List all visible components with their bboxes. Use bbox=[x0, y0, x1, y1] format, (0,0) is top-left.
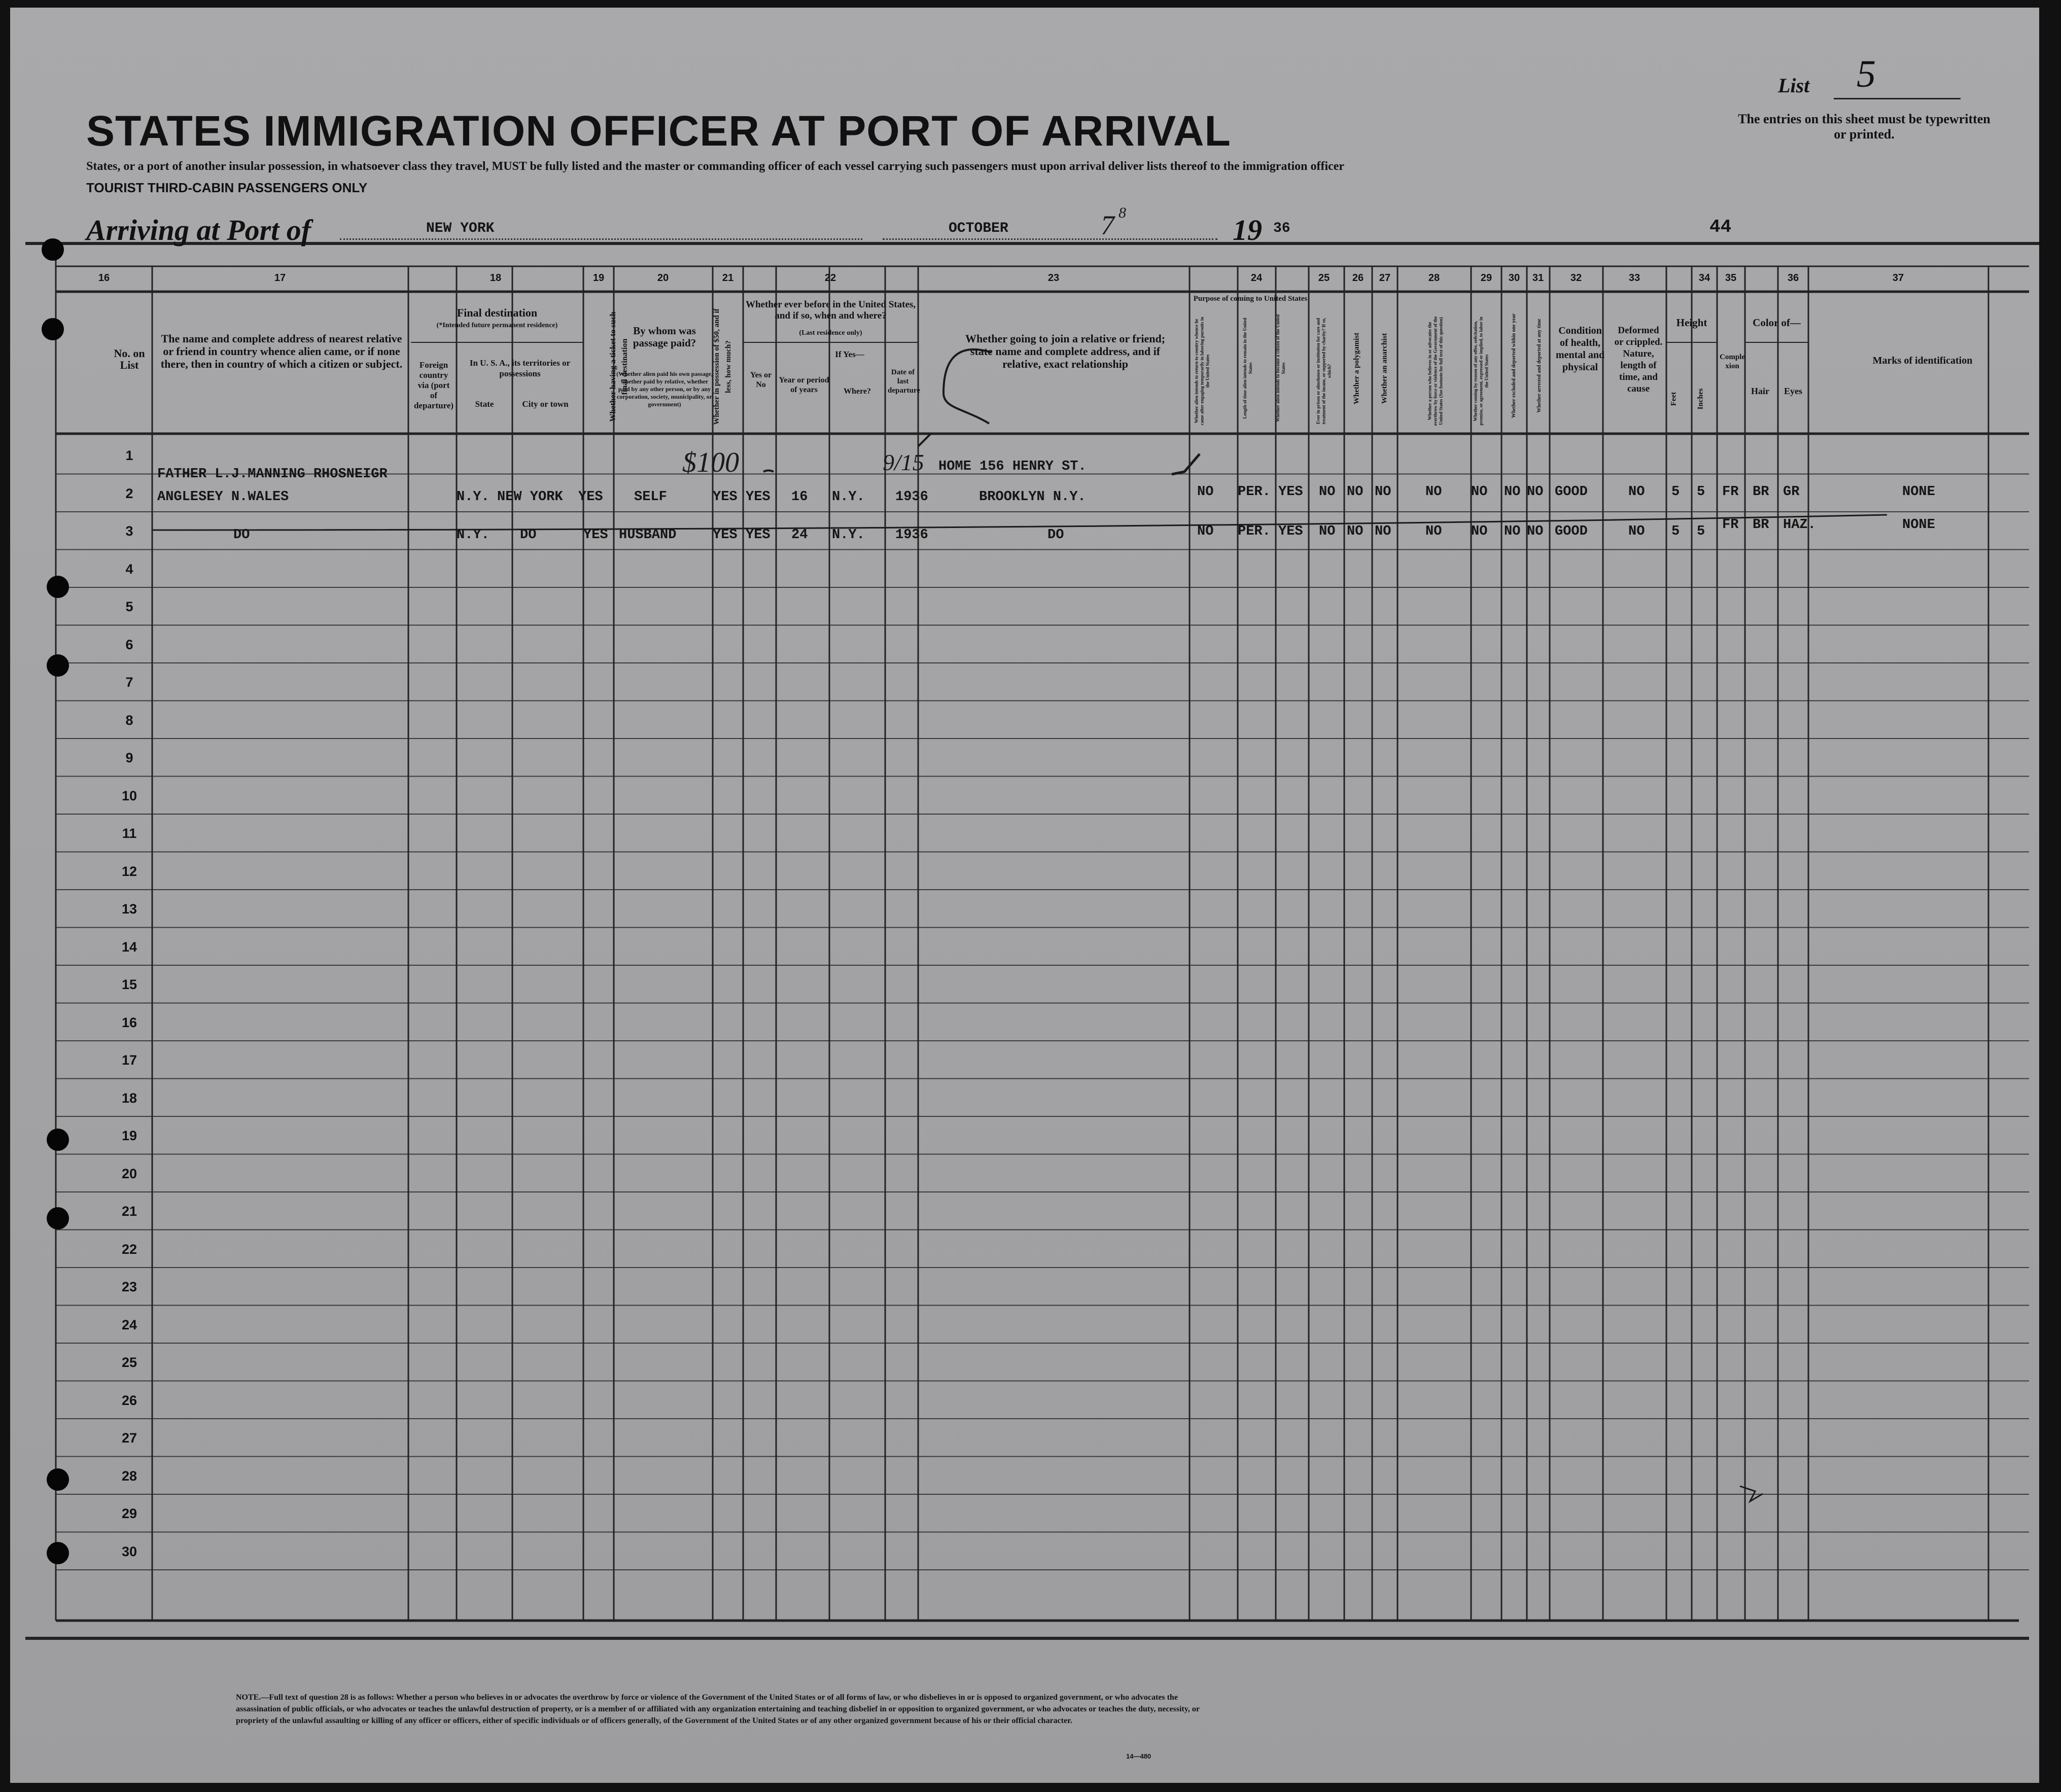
row-number: 8 bbox=[125, 712, 133, 728]
col26-header: Whether a polygamist bbox=[1352, 332, 1361, 405]
entry1-labor: NO bbox=[1471, 484, 1488, 500]
col37-header: Marks of identification bbox=[1872, 355, 1973, 366]
row-number: 5 bbox=[125, 599, 133, 615]
col36-header: Color of— bbox=[1753, 317, 1801, 329]
col22-yesno: Yes or No bbox=[750, 371, 772, 389]
row-number: 15 bbox=[121, 977, 137, 993]
entry2-join-line1: DO bbox=[1047, 528, 1064, 543]
column-number: 29 bbox=[1480, 272, 1492, 284]
entry2-labor: NO bbox=[1471, 524, 1488, 539]
col21-header: Whether in possession of $50, and if less, how much? bbox=[713, 308, 732, 425]
entry1-before: YES bbox=[746, 489, 771, 505]
column-number: 21 bbox=[722, 272, 734, 284]
row-number: 27 bbox=[121, 1430, 137, 1446]
col22-date: Date of last departure bbox=[888, 368, 920, 395]
column-number: 19 bbox=[592, 272, 605, 284]
col20-header: By whom was passage paid? bbox=[633, 325, 696, 349]
entry2-before: YES bbox=[746, 528, 771, 543]
year-suffix: 36 bbox=[1273, 221, 1290, 236]
row-number: 11 bbox=[122, 826, 137, 841]
entry1-date-handwritten: 9/15 bbox=[883, 449, 924, 475]
row-number: 24 bbox=[121, 1317, 137, 1332]
col33-header: Deformed or crippled. Nature, length of time, and cause bbox=[1614, 325, 1663, 394]
row-number: 18 bbox=[121, 1090, 137, 1106]
row-number: 29 bbox=[121, 1506, 137, 1522]
row-number: 26 bbox=[121, 1392, 137, 1408]
column-number: 23 bbox=[1047, 272, 1060, 284]
entry1-excluded: NO bbox=[1504, 484, 1521, 500]
entry2-complexion: FR bbox=[1722, 517, 1739, 533]
col17-header: The name and complete address of nearest relative or friend in country whence alien came, or if none there, then in country of which a citizen or subject. bbox=[160, 332, 403, 370]
row-number: 7 bbox=[125, 675, 133, 690]
entry1-deformed: NO bbox=[1628, 484, 1645, 500]
col34-header: Height bbox=[1676, 317, 1707, 329]
binder-hole bbox=[42, 318, 64, 340]
row-number: 14 bbox=[121, 939, 137, 955]
col36-hair: Hair bbox=[1751, 386, 1769, 396]
col22-where: Where? bbox=[844, 387, 871, 396]
entry1-deported: NO bbox=[1527, 484, 1544, 500]
col34-feet: Feet bbox=[1669, 392, 1678, 406]
entry1-money: YES bbox=[713, 489, 738, 505]
entry1-length: PER. bbox=[1238, 484, 1271, 500]
binder-hole bbox=[47, 576, 69, 598]
entry1-marks: NONE bbox=[1902, 484, 1935, 500]
entry2-marks: NONE bbox=[1902, 517, 1935, 533]
col22-header: Whether ever before in the United States, and if so, when and where? bbox=[745, 299, 916, 321]
entry2-length: PER. bbox=[1238, 524, 1271, 539]
row-number: 9 bbox=[125, 750, 133, 766]
binder-hole bbox=[47, 654, 69, 677]
column-number: 24 bbox=[1250, 272, 1263, 284]
col29-header: Whether coming by reason of any offer, solicitation, promise, or agreement, expressed or implied, to labor in the United States bbox=[1473, 317, 1489, 426]
column-number: 25 bbox=[1318, 272, 1330, 284]
column-number: 22 bbox=[824, 272, 836, 284]
entry1-city: NEW YORK bbox=[497, 489, 563, 505]
col24-length: Length of time alien intends to remain in the United States bbox=[1242, 318, 1253, 419]
row-number: 23 bbox=[121, 1279, 137, 1295]
entry2-deformed: NO bbox=[1628, 524, 1645, 539]
row-number: 20 bbox=[121, 1166, 137, 1181]
row-number: 1 bbox=[125, 448, 133, 464]
binder-hole bbox=[47, 1468, 69, 1491]
entry1-date: 1936 bbox=[895, 489, 928, 505]
list-number-line bbox=[1834, 98, 1961, 99]
row-number: 2 bbox=[125, 485, 133, 501]
row-number: 6 bbox=[125, 637, 133, 652]
entry2-prison: NO bbox=[1319, 524, 1336, 539]
entry1-years: 16 bbox=[791, 489, 808, 505]
page-reference: 44 bbox=[1709, 217, 1732, 237]
entry2-deported: NO bbox=[1527, 524, 1544, 539]
entry2-years: 24 bbox=[791, 528, 808, 543]
entry1-join-line1: HOME 156 HENRY ST. bbox=[938, 459, 1087, 474]
arriving-label: Arriving at Port of bbox=[86, 214, 311, 247]
column-number: 32 bbox=[1570, 272, 1582, 284]
entry1-hair: BR bbox=[1753, 484, 1769, 500]
entry1-join-line2: BROOKLYN N.Y. bbox=[979, 489, 1086, 505]
col35-header: Complexion bbox=[1720, 353, 1745, 370]
column-number: 34 bbox=[1698, 272, 1710, 284]
column-number: 33 bbox=[1628, 272, 1640, 284]
col31-header: Whether arrested and deported at any time bbox=[1536, 319, 1542, 413]
entry1-where: N.Y. bbox=[832, 489, 865, 505]
column-number: 37 bbox=[1892, 272, 1904, 284]
entry1-return: NO bbox=[1197, 484, 1214, 500]
col30-header: Whether excluded and deported within one year bbox=[1511, 313, 1517, 418]
entry1-ticket: YES bbox=[578, 489, 603, 505]
column-number: 16 bbox=[98, 272, 110, 284]
row-number: 16 bbox=[121, 1014, 137, 1030]
entry2-polygamist: NO bbox=[1347, 524, 1364, 539]
entry2-relative-line1: DO bbox=[233, 528, 250, 543]
entry1-anarchist: NO bbox=[1375, 484, 1391, 500]
list-label: List bbox=[1778, 74, 1810, 97]
column-number: 17 bbox=[274, 272, 286, 284]
port-line bbox=[340, 238, 862, 240]
passenger-class: TOURIST THIRD-CABIN PASSENGERS ONLY bbox=[86, 180, 368, 195]
entry1-complexion: FR bbox=[1722, 484, 1739, 500]
form-title: STATES IMMIGRATION OFFICER AT PORT OF ARRIVAL bbox=[86, 107, 1231, 155]
entry2-where: N.Y. bbox=[832, 528, 865, 543]
month-value: OCTOBER bbox=[949, 221, 1008, 236]
col18-city: City or town bbox=[522, 399, 569, 409]
entry2-money: YES bbox=[713, 528, 738, 543]
column-number: 31 bbox=[1532, 272, 1544, 284]
col36-eyes: Eyes bbox=[1784, 386, 1802, 396]
binder-hole bbox=[47, 1542, 69, 1564]
binder-hole bbox=[42, 238, 64, 261]
port-value: NEW YORK bbox=[426, 221, 495, 236]
row-number: 3 bbox=[125, 523, 133, 539]
list-number: 5 bbox=[1857, 53, 1876, 95]
entry1-inches: 5 bbox=[1697, 484, 1705, 500]
entry2-anarchist: NO bbox=[1375, 524, 1391, 539]
entry1-citizen: YES bbox=[1278, 484, 1303, 500]
row-number: 17 bbox=[121, 1052, 137, 1068]
row-number: 4 bbox=[125, 561, 133, 577]
row-number: 22 bbox=[121, 1241, 137, 1257]
col18-note: (*Intended future permanent residence) bbox=[436, 322, 558, 329]
column-number: 27 bbox=[1379, 272, 1391, 284]
entry1-health: GOOD bbox=[1555, 484, 1588, 500]
row-number: 21 bbox=[121, 1204, 137, 1219]
entry1-prison: NO bbox=[1319, 484, 1336, 500]
col22-years: Year or period of years bbox=[779, 376, 829, 394]
entry2-feet: 5 bbox=[1671, 524, 1680, 539]
entry1-relative-line2: ANGLESEY N.WALES bbox=[157, 489, 289, 505]
form-instructions: States, or a port of another insular possession, in whatsoever class they travel, MUST be fully listed and the master or commanding officer of each vessel carrying such passengers must upon arrival deliver lists thereof to the immigration officer bbox=[86, 160, 1345, 173]
entry2-citizen: YES bbox=[1278, 524, 1303, 539]
col32-header: Condition of health, mental and physical bbox=[1555, 325, 1605, 373]
entry2-return: NO bbox=[1197, 524, 1214, 539]
entry2-inches: 5 bbox=[1697, 524, 1705, 539]
entry2-hair: BR bbox=[1753, 517, 1769, 533]
entry2-health: GOOD bbox=[1555, 524, 1588, 539]
col18-header: Final destination bbox=[457, 306, 538, 319]
col20-note: (Whether alien paid his own passage, whether paid by relative, whether paid by any other person, or by any corporation, society, municipality, or government) bbox=[616, 370, 713, 408]
column-number: 20 bbox=[657, 272, 669, 284]
entry1-polygamist: NO bbox=[1347, 484, 1364, 500]
year-prefix: 19 bbox=[1233, 214, 1262, 247]
entry1-feet: 5 bbox=[1671, 484, 1680, 500]
manifest-sheet bbox=[10, 8, 2039, 1783]
entry2-overthrow: NO bbox=[1425, 524, 1442, 539]
entry2-paid-by: HUSBAND bbox=[619, 528, 677, 543]
col24-header: Purpose of coming to United States bbox=[1193, 295, 1308, 303]
binder-hole bbox=[47, 1129, 69, 1151]
form-number: 14—480 bbox=[1126, 1752, 1151, 1760]
column-number: 28 bbox=[1428, 272, 1440, 284]
row-number: 12 bbox=[121, 863, 137, 879]
footnote: NOTE.—Full text of question 28 is as follows: Whether a person who believes in or advocates the overthrow by force or violence of the Government of the United States or of all forms of law, or who disbelieves in or is opposed to organized government, or who advocates the assassination of public officials, or who advocates or teaches the unlawful destruction of property, or is a member of or affiliated with any organization entertaining and teaching disbelief in or opposition to organized government, or who advocates or teaches the duty, necessity, or propriety of the unlawful assaulting or killing of any officer or officers, either of specific individuals or of officers generally, of the Government of the United States or of any other organized government because of his or their official character. bbox=[236, 1693, 1200, 1725]
entry1-eyes: GR bbox=[1783, 484, 1800, 500]
col16-header: No. on List bbox=[114, 347, 145, 371]
entry2-date: 1936 bbox=[895, 528, 928, 543]
col22-note: (Last residence only) bbox=[799, 329, 862, 337]
col28-header: Whether a person who believes in or advocates the overthrow by force or violence of the Government of the United States (See footnote for full text of this question) bbox=[1427, 316, 1444, 426]
row-number: 25 bbox=[121, 1355, 137, 1371]
column-number: 18 bbox=[490, 272, 502, 284]
entry2-city: DO bbox=[520, 528, 537, 543]
row-number: 13 bbox=[121, 901, 137, 917]
column-number: 35 bbox=[1725, 272, 1737, 284]
col22-ifyes: If Yes— bbox=[835, 349, 864, 359]
row-number: 10 bbox=[121, 788, 137, 803]
entry1-paid-by: SELF bbox=[634, 489, 667, 505]
col23-header: Whether going to join a relative or friend; state name and complete address, and if relative, exact relationship bbox=[965, 332, 1166, 370]
day-value: 7 bbox=[1101, 210, 1114, 240]
col27-header: Whether an anarchist bbox=[1380, 333, 1389, 404]
entry1-relative-line1: FATHER L.J.MANNING RHOSNEIGR bbox=[157, 467, 388, 482]
entries-note: The entries on this sheet must be typewritten or printed. bbox=[1738, 112, 1990, 142]
entry2-state: N.Y. bbox=[457, 528, 490, 543]
row-number: 19 bbox=[121, 1128, 137, 1144]
column-number: 30 bbox=[1508, 272, 1520, 284]
col18-state: State bbox=[475, 399, 494, 409]
day-handwritten: 8 bbox=[1119, 204, 1126, 221]
entry1-money-handwritten: $100 bbox=[682, 447, 739, 478]
entry2-eyes: HAZ. bbox=[1783, 517, 1816, 533]
binder-hole bbox=[47, 1207, 69, 1229]
entry1-overthrow: NO bbox=[1425, 484, 1442, 500]
date-line bbox=[883, 238, 1217, 240]
col25-header: Ever in prison or almshouse or institution for care and treatment of the insane, or supported by charity? If so, which? bbox=[1315, 318, 1332, 425]
row-number: 28 bbox=[121, 1468, 137, 1484]
col18-usa: In U. S. A., its territories or possessions bbox=[469, 358, 571, 378]
column-number: 36 bbox=[1787, 272, 1799, 284]
col24-citizen: Whether alien intends to become a citizen of the United States bbox=[1275, 314, 1286, 423]
col18-foreign: Foreign country via (port of departure) bbox=[413, 360, 454, 410]
col24-return: Whether alien intends to return to country whence he came after engaging temporarily in laboring pursuits in the United States bbox=[1194, 317, 1210, 426]
col19-header: Whether having a ticket to such final destination bbox=[609, 311, 629, 422]
entry2-excluded: NO bbox=[1504, 524, 1521, 539]
col34-inches: Inches bbox=[1696, 388, 1705, 410]
row-number: 30 bbox=[121, 1543, 137, 1559]
entry1-state: N.Y. bbox=[457, 489, 490, 505]
entry2-ticket: YES bbox=[583, 528, 608, 543]
column-number: 26 bbox=[1352, 272, 1364, 284]
